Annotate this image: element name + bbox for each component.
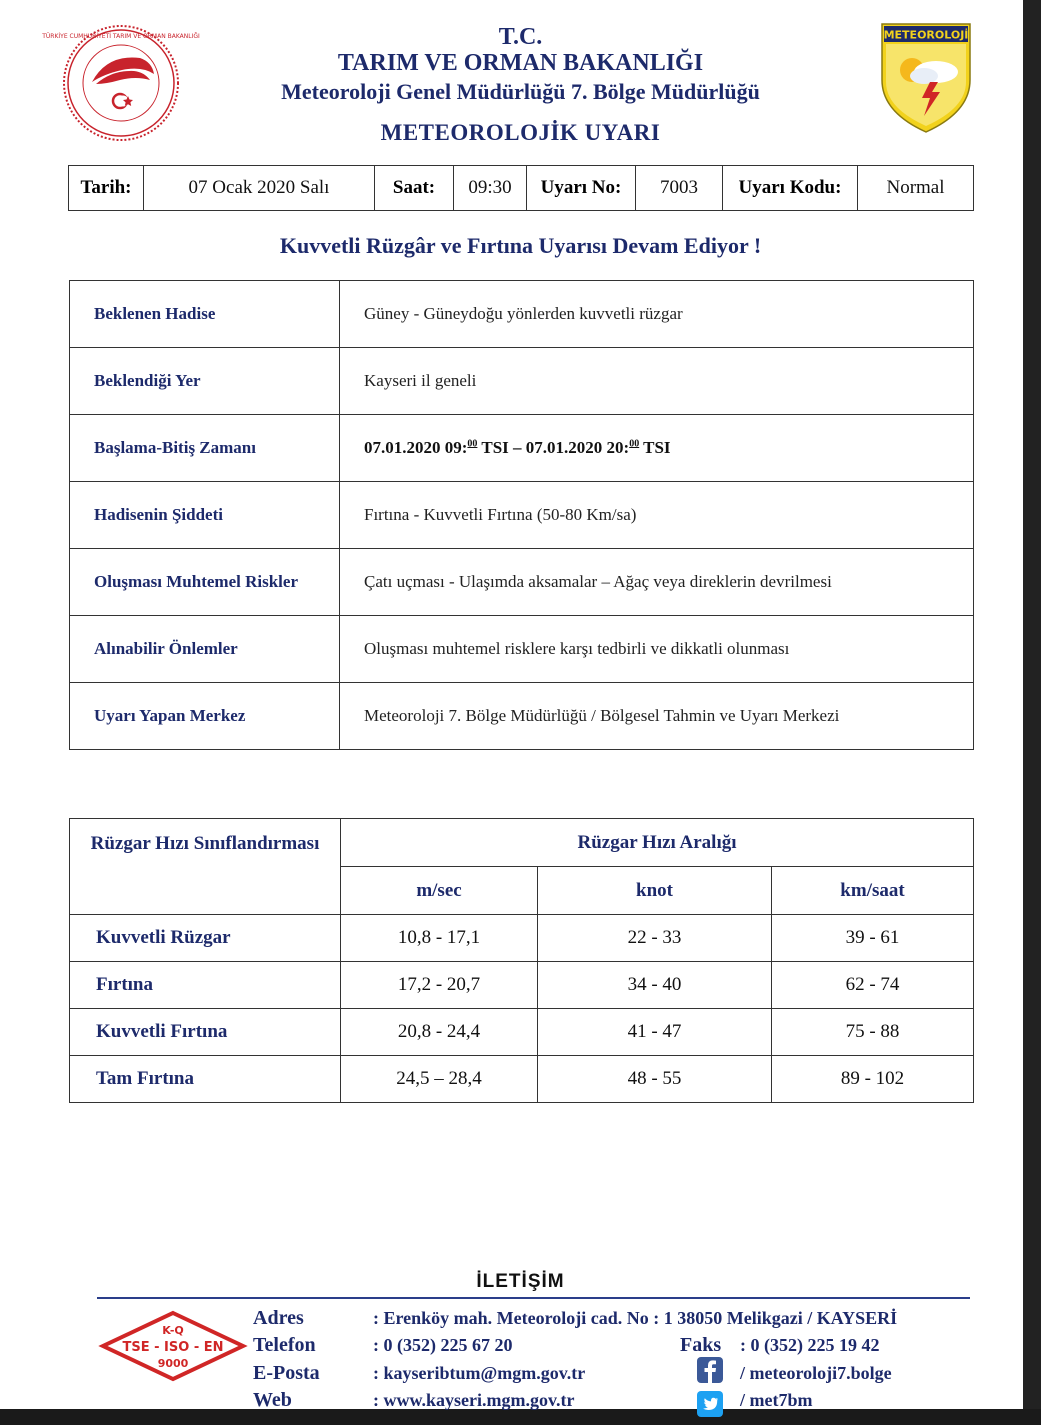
period-end-minutes: 00 — [629, 438, 640, 450]
twitter-icon[interactable] — [697, 1391, 723, 1417]
warning-code-value: Normal — [858, 166, 974, 211]
warning-headline: Kuvvetli Rüzgâr ve Fırtına Uyarısı Devam Ediyor ! — [279, 233, 762, 258]
table-row — [70, 415, 974, 482]
screen-edge-bottom — [0, 1409, 1041, 1425]
phone-label: Telefon — [253, 1334, 316, 1356]
tse-certification-logo — [100, 1310, 246, 1382]
screen-edge-right — [1023, 0, 1041, 1425]
wind-knot-range: 34 - 40 — [538, 962, 772, 1009]
wind-class-name: Kuvvetli Fırtına — [70, 1009, 341, 1056]
seal-text: TÜRKİYE CUMHURİYETİ TARIM VE ORMAN BAKANLIĞI — [42, 33, 200, 40]
unit-ms-header: m/sec — [341, 867, 538, 915]
issuer-value: Meteoroloji 7. Bölge Müdürlüğü / Bölgesel Tahmin ve Uyarı Merkezi — [340, 683, 974, 750]
table-row — [70, 348, 974, 415]
wind-class-name: Tam Fırtına — [70, 1056, 341, 1103]
wind-kmh-range: 89 - 102 — [772, 1056, 974, 1103]
period-label: Başlama-Bitiş Zamanı — [70, 415, 340, 482]
location-value: Kayseri il geneli — [340, 348, 974, 415]
wind-kmh-range: 75 - 88 — [772, 1009, 974, 1056]
facebook-handle[interactable]: / meteoroloji7.bolge — [740, 1363, 892, 1383]
period-start-minutes: 00 — [467, 438, 478, 450]
wind-ms-range: 24,5 – 28,4 — [341, 1056, 538, 1103]
risks-value: Çatı uçması - Ulaşımda aksamalar – Ağaç veya direklerin devrilmesi — [340, 549, 974, 616]
email-label: E-Posta — [253, 1362, 320, 1384]
address-label: Adres — [253, 1307, 304, 1329]
period-value — [340, 415, 974, 482]
table-row — [70, 616, 974, 683]
web-link[interactable]: : www.kayseri.mgm.gov.tr — [373, 1390, 575, 1410]
header-department: Meteoroloji Genel Müdürlüğü 7. Bölge Müdürlüğü — [281, 79, 760, 104]
warning-meta-table — [68, 165, 974, 211]
table-row — [70, 962, 974, 1009]
time-label: Saat: — [375, 166, 454, 211]
facebook-icon[interactable] — [697, 1357, 723, 1383]
expected-event-label: Beklenen Hadise — [70, 281, 340, 348]
address-value: : Erenköy mah. Meteoroloji cad. No : 1 38050 Melikgazi / KAYSERİ — [373, 1308, 898, 1328]
table-row — [70, 549, 974, 616]
wind-class-name: Fırtına — [70, 962, 341, 1009]
table-row — [70, 1009, 974, 1056]
wind-kmh-range: 39 - 61 — [772, 915, 974, 962]
table-row — [70, 482, 974, 549]
severity-label: Hadisenin Şiddeti — [70, 482, 340, 549]
contact-title: İLETİŞİM — [476, 1271, 565, 1292]
period-end: TSI — [639, 438, 671, 457]
location-label: Beklendiği Yer — [70, 348, 340, 415]
table-row — [70, 1056, 974, 1103]
warning-details-table — [69, 280, 974, 750]
wind-knot-range: 48 - 55 — [538, 1056, 772, 1103]
measures-label: Alınabilir Önlemler — [70, 616, 340, 683]
fax-label: Faks — [680, 1334, 722, 1356]
time-value: 09:30 — [454, 166, 527, 211]
warning-code-label: Uyarı Kodu: — [723, 166, 858, 211]
header-ministry: TARIM VE ORMAN BAKANLIĞI — [337, 50, 704, 76]
cert-line-1: K-Q — [162, 1324, 184, 1337]
unit-kmh-header: km/saat — [772, 867, 974, 915]
wind-ms-range: 20,8 - 24,4 — [341, 1009, 538, 1056]
phone-value: : 0 (352) 225 67 20 — [373, 1335, 513, 1355]
web-label: Web — [253, 1389, 292, 1411]
risks-label: Oluşması Muhtemel Riskler — [70, 549, 340, 616]
wind-kmh-range: 62 - 74 — [772, 962, 974, 1009]
contact-divider — [97, 1297, 970, 1299]
wind-class-name: Kuvvetli Rüzgar — [70, 915, 341, 962]
issuer-label: Uyarı Yapan Merkez — [70, 683, 340, 750]
document-title: METEOROLOJİK UYARI — [380, 120, 661, 145]
table-row — [70, 915, 974, 962]
fax-value: : 0 (352) 225 19 42 — [740, 1335, 880, 1355]
expected-event-value: Güney - Güneydoğu yönlerden kuvvetli rüzgar — [340, 281, 974, 348]
wind-ms-range: 10,8 - 17,1 — [341, 915, 538, 962]
logo-wordmark: METEOROLOJİ — [883, 28, 969, 42]
wind-speed-table — [69, 818, 974, 1103]
warning-number-value: 7003 — [636, 166, 723, 211]
severity-value: Fırtına - Kuvvetli Fırtına (50-80 Km/sa) — [340, 482, 974, 549]
wind-ms-range: 17,2 - 20,7 — [341, 962, 538, 1009]
classification-header: Rüzgar Hızı Sınıflandırması — [70, 819, 341, 915]
wind-knot-range: 22 - 33 — [538, 915, 772, 962]
wind-knot-range: 41 - 47 — [538, 1009, 772, 1056]
period-start: 07.01.2020 09: — [364, 438, 468, 457]
unit-knot-header: knot — [538, 867, 772, 915]
warning-number-label: Uyarı No: — [527, 166, 636, 211]
range-header: Rüzgar Hızı Aralığı — [341, 819, 974, 867]
cert-line-2: TSE - ISO - EN — [122, 1340, 224, 1355]
cert-line-3: 9000 — [157, 1357, 189, 1370]
date-label: Tarih: — [69, 166, 144, 211]
period-middle: TSI – 07.01.2020 20: — [477, 438, 630, 457]
email-link[interactable]: : kayseribtum@mgm.gov.tr — [373, 1363, 586, 1383]
header-tc: T.C. — [498, 24, 543, 50]
measures-value: Oluşması muhtemel risklere karşı tedbirli ve dikkatli olunması — [340, 616, 974, 683]
table-row — [70, 683, 974, 750]
table-row — [70, 281, 974, 348]
date-value: 07 Ocak 2020 Salı — [144, 166, 375, 211]
twitter-handle[interactable]: / met7bm — [740, 1390, 813, 1410]
